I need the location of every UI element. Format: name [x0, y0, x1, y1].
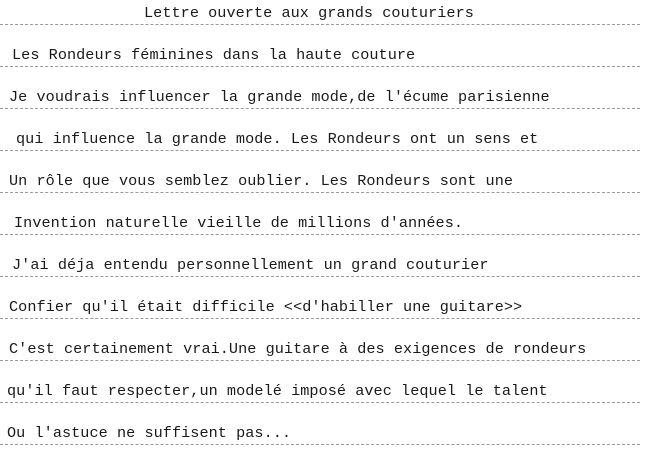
ruled-line — [0, 277, 640, 319]
text-line: Les Rondeurs féminines dans la haute couture — [12, 45, 416, 64]
text-line: Invention naturelle vieille de millions d'années. — [14, 213, 464, 232]
text-line: Un rôle que vous semblez oublier. Les Rondeurs sont une — [9, 171, 514, 190]
text-line: qui influence la grande mode. Les Rondeurs ont un sens et — [16, 129, 539, 148]
ruled-line — [0, 67, 640, 109]
title-line — [0, 0, 640, 25]
text-line: J'ai déja entendu personnellement un grand couturier — [12, 255, 489, 274]
ruled-line — [0, 235, 640, 277]
ruled-line — [0, 361, 640, 403]
ruled-line — [0, 403, 640, 445]
ruled-line — [0, 109, 640, 151]
letter-title: Lettre ouverte aux grands couturiers — [144, 3, 474, 22]
text-line: C'est certainement vrai.Une guitare à des exigences de rondeurs — [9, 339, 587, 358]
ruled-line — [0, 25, 640, 67]
text-line: Ou l'astuce ne suffisent pas... — [7, 423, 292, 442]
ruled-line — [0, 193, 640, 235]
ruled-line — [0, 151, 640, 193]
text-line: qu'il faut respecter,un modelé imposé avec lequel le talent — [7, 381, 548, 400]
text-line: Je voudrais influencer la grande mode,de l'écume parisienne — [9, 87, 550, 106]
ruled-line — [0, 319, 640, 361]
text-line: Confier qu'il était difficile <<d'habiller une guitare>> — [9, 297, 523, 316]
